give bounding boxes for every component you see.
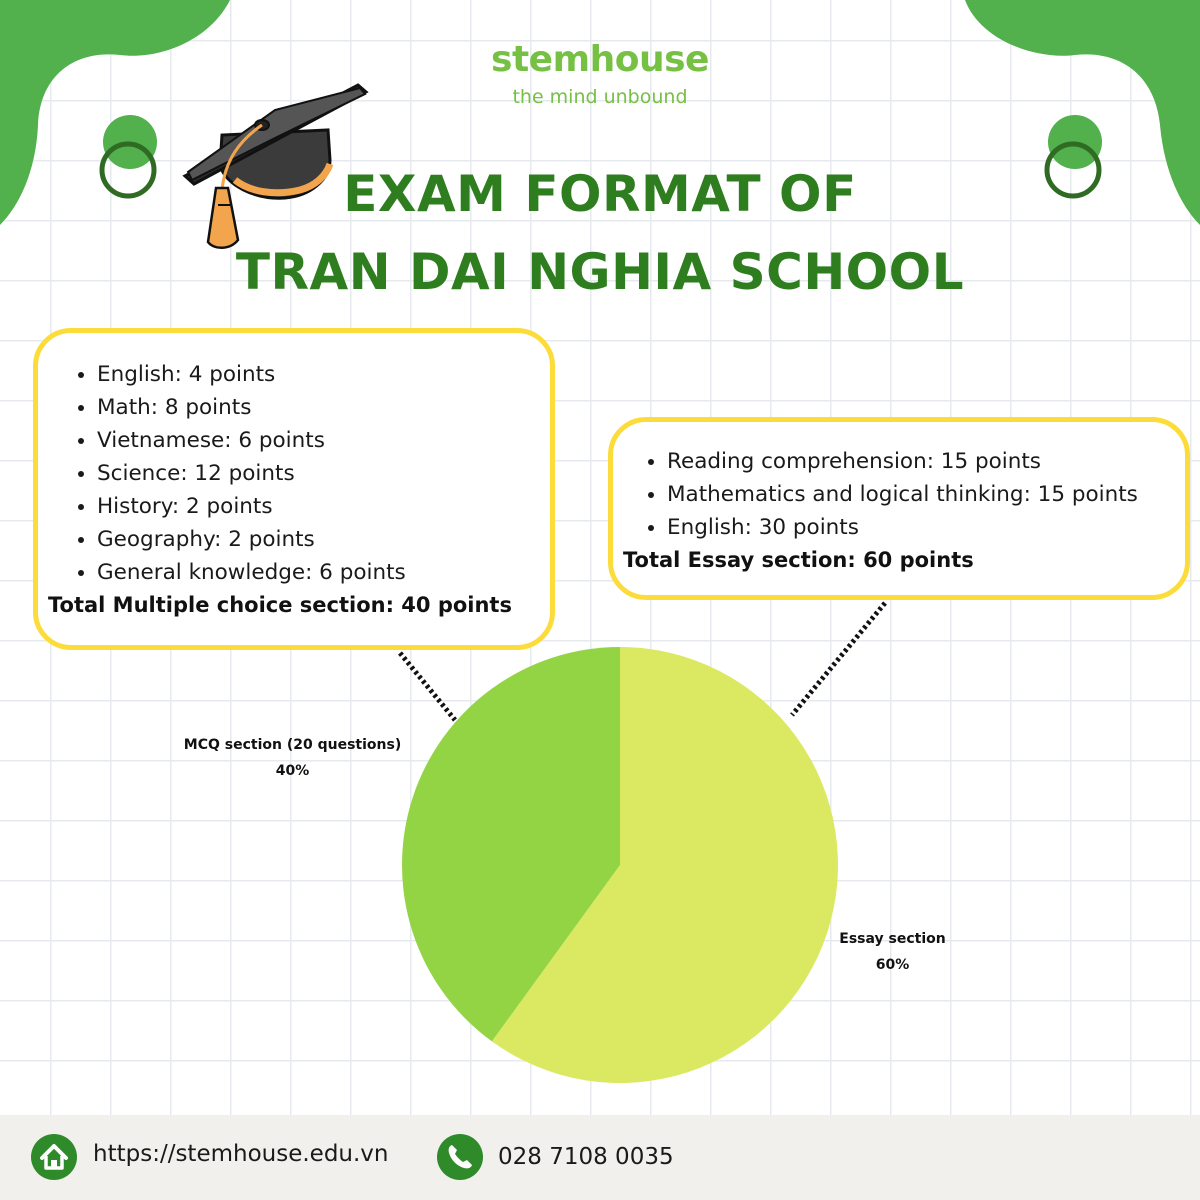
- essay-total: Total Essay section: 60 points: [623, 548, 974, 572]
- brand-name: stemhouse: [491, 39, 709, 80]
- brand-tagline: the mind unbound: [512, 86, 688, 108]
- list-item: • Math: 8 points: [97, 391, 550, 424]
- mcq-slice-name: MCQ section (20 questions): [183, 737, 402, 753]
- essay-item-list: [623, 445, 1185, 544]
- page-title: [0, 155, 1200, 311]
- list-item: • English: 30 points: [667, 511, 1185, 544]
- list-item: • Geography: 2 points: [97, 523, 550, 556]
- mcq-item-list: [48, 358, 550, 589]
- footer-bar: [0, 1115, 1200, 1200]
- website-link[interactable]: https://stemhouse.edu.vn: [93, 1141, 389, 1167]
- list-item: • Vietnamese: 6 points: [97, 424, 550, 457]
- essay-slice-label: [820, 926, 965, 978]
- list-item: • History: 2 points: [97, 490, 550, 523]
- list-item: • General knowledge: 6 points: [97, 556, 550, 589]
- essay-slice-value: 60%: [875, 957, 910, 973]
- phone-number[interactable]: 028 7108 0035: [498, 1144, 674, 1170]
- mcq-total: Total Multiple choice section: 40 points: [48, 593, 512, 617]
- title-line-2: TRAN DAI NGHIA SCHOOL: [235, 243, 965, 301]
- home-icon[interactable]: [30, 1133, 78, 1181]
- pie-chart: [390, 635, 850, 1095]
- title-line-1: EXAM FORMAT OF: [343, 165, 857, 223]
- essay-slice-name: Essay section: [839, 931, 946, 947]
- list-item: • Mathematics and logical thinking: 15 points: [667, 478, 1185, 511]
- phone-icon[interactable]: [436, 1133, 484, 1181]
- list-item: • Reading comprehension: 15 points: [667, 445, 1185, 478]
- mcq-slice-label: [160, 732, 425, 784]
- list-item: • Science: 12 points: [97, 457, 550, 490]
- list-item: • English: 4 points: [97, 358, 550, 391]
- essay-breakdown-box: [608, 417, 1190, 600]
- mcq-breakdown-box: [33, 328, 555, 650]
- brand-block: [0, 38, 1200, 110]
- mcq-slice-value: 40%: [275, 763, 310, 779]
